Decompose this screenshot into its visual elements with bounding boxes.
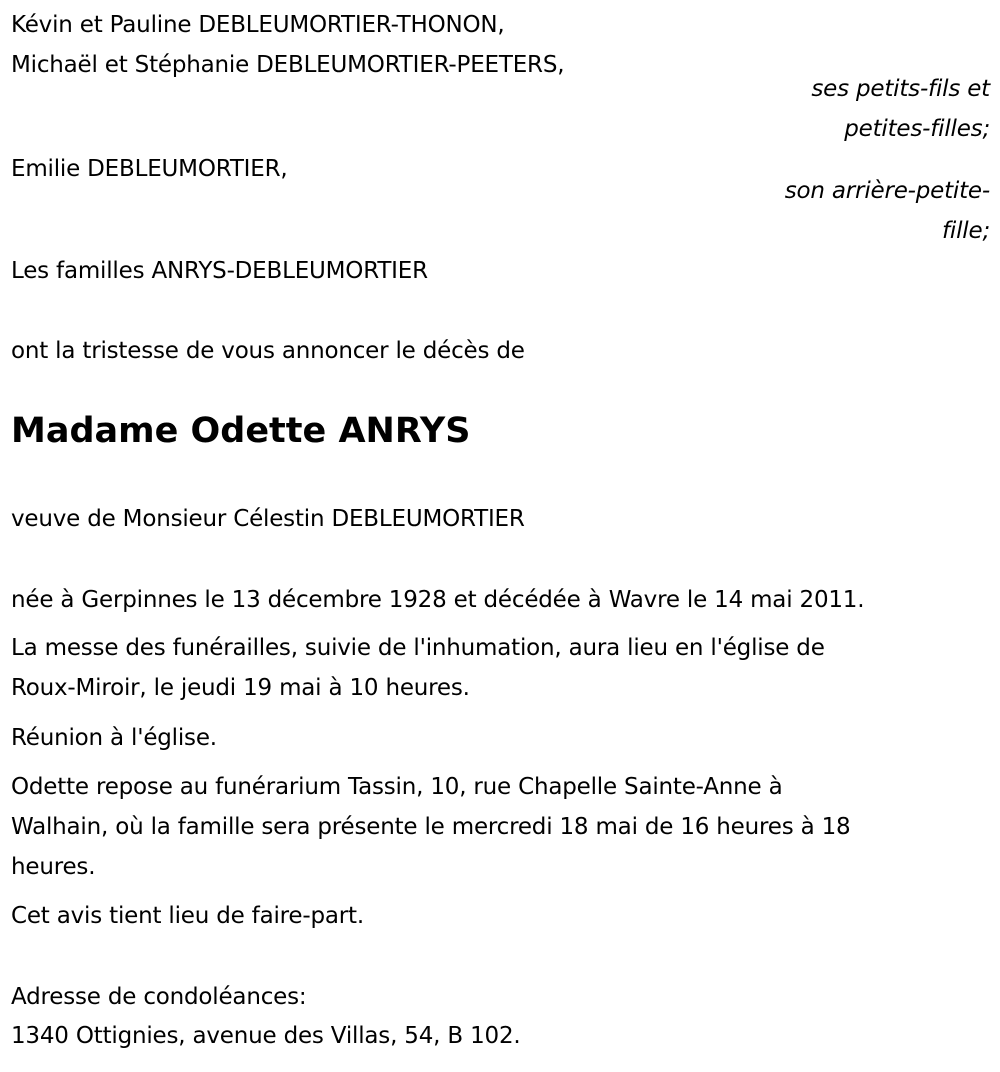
funeral-line-1: La messe des funérailles, suivie de l'inhumation, aura lieu en l'église de — [11, 635, 825, 661]
condolences-address: 1340 Ottignies, avenue des Villas, 54, B 102. — [11, 1023, 521, 1049]
grandchildren-role-line-2: petites-filles; — [844, 116, 990, 142]
grandchildren-role-line-1: ses petits-fils et — [811, 76, 990, 102]
great-grandchild-role-line-1: son arrière-petite- — [784, 178, 990, 204]
meeting-line: Réunion à l'église. — [11, 725, 217, 751]
grandchildren-name-2: Michaël et Stéphanie DEBLEUMORTIER-PEETERS, — [11, 52, 565, 78]
condolences-label: Adresse de condoléances: — [11, 984, 307, 1010]
announcement-intro: ont la tristesse de vous annoncer le décès de — [11, 338, 525, 364]
notice-line: Cet avis tient lieu de faire-part. — [11, 903, 364, 929]
deceased-name: Madame Odette ANRYS — [11, 411, 471, 451]
rest-line-1: Odette repose au funérarium Tassin, 10, rue Chapelle Sainte-Anne à — [11, 774, 783, 800]
families-line: Les familles ANRYS-DEBLEUMORTIER — [11, 258, 428, 284]
great-grandchild-role-line-2: fille; — [942, 218, 990, 244]
great-grandchild-name: Emilie DEBLEUMORTIER, — [11, 156, 288, 182]
grandchildren-name-1: Kévin et Pauline DEBLEUMORTIER-THONON, — [11, 12, 505, 38]
rest-line-2: Walhain, où la famille sera présente le mercredi 18 mai de 16 heures à 18 — [11, 814, 851, 840]
widow-of-line: veuve de Monsieur Célestin DEBLEUMORTIER — [11, 506, 525, 532]
rest-line-3: heures. — [11, 854, 96, 880]
birth-death-line: née à Gerpinnes le 13 décembre 1928 et décédée à Wavre le 14 mai 2011. — [11, 587, 865, 613]
funeral-line-2: Roux-Miroir, le jeudi 19 mai à 10 heures. — [11, 675, 470, 701]
